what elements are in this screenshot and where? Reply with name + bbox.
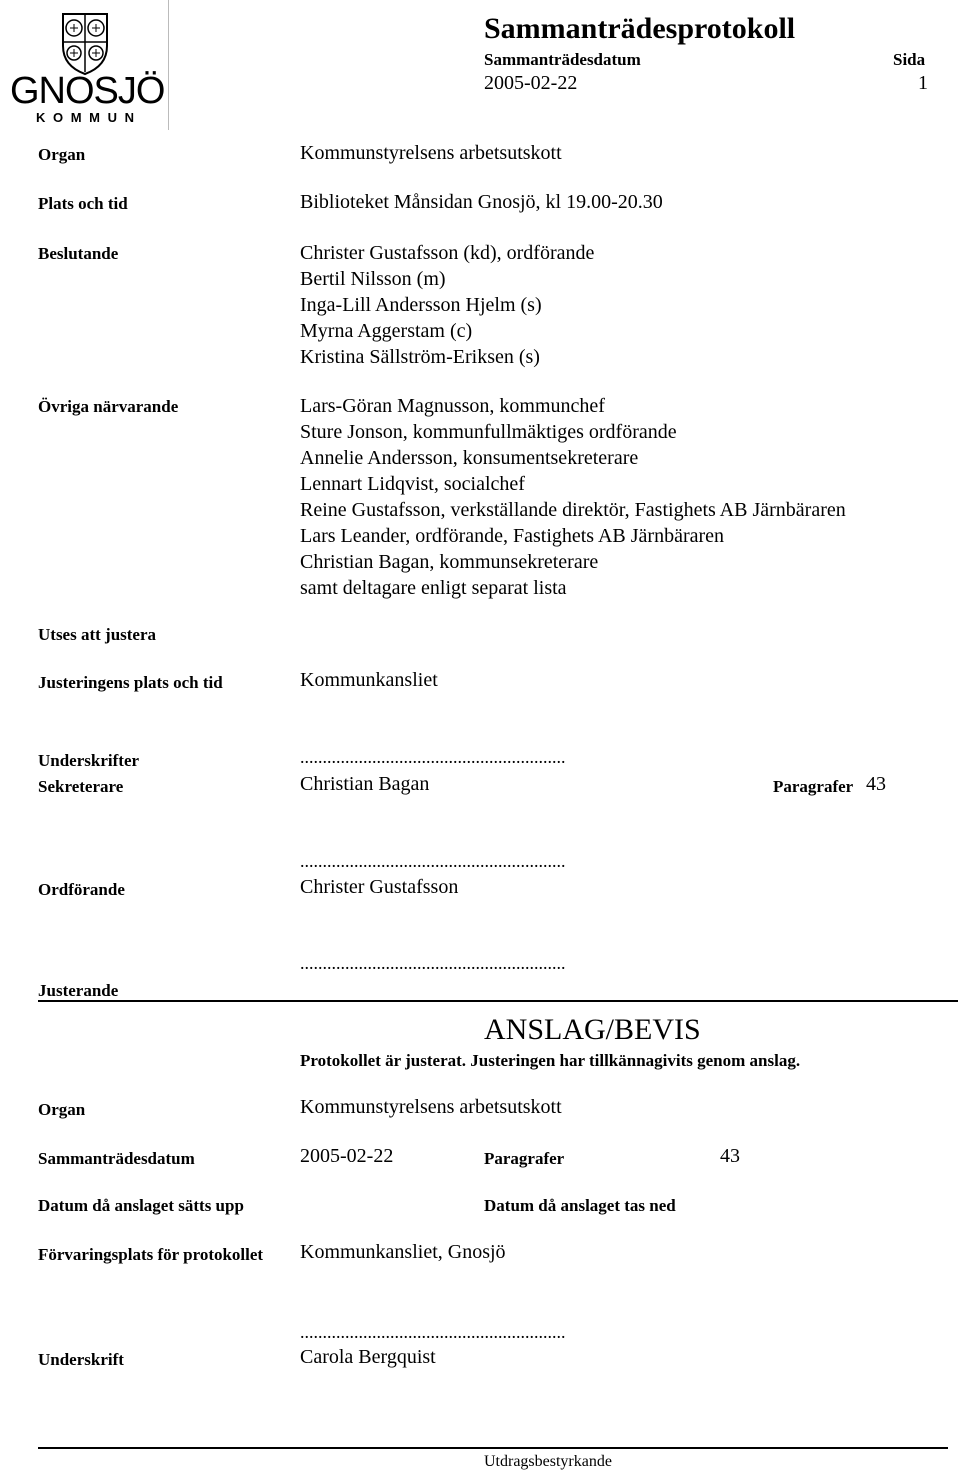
list-item: Lars-Göran Magnusson, kommunchef bbox=[300, 395, 605, 417]
adjuster-signature-label: Justerande bbox=[38, 981, 119, 1000]
list-item: Myrna Aggerstam (c) bbox=[300, 320, 473, 342]
chair-name: Christer Gustafsson bbox=[300, 876, 459, 898]
paragraphs-label: Paragrafer bbox=[773, 777, 854, 796]
footer-divider bbox=[38, 1447, 948, 1449]
list-item: Christian Bagan, kommunsekreterare bbox=[300, 551, 599, 573]
paragraphs-value: 43 bbox=[866, 773, 886, 795]
chair-label: Ordförande bbox=[38, 880, 125, 899]
list-item: samt deltagare enligt separat lista bbox=[300, 577, 567, 599]
posted-date-label: Datum då anslaget sätts upp bbox=[38, 1196, 244, 1215]
organ-label: Organ bbox=[38, 145, 86, 164]
adjust-place-value: Kommunkansliet bbox=[300, 669, 438, 691]
notice-paragraphs-value: 43 bbox=[720, 1145, 740, 1167]
list-item: Annelie Andersson, konsumentsekreterare bbox=[300, 447, 639, 469]
deciding-label: Beslutande bbox=[38, 244, 119, 263]
signature-line: ........................................................... bbox=[300, 851, 566, 871]
secretary-label: Sekreterare bbox=[38, 777, 124, 796]
organ-value: Kommunstyrelsens arbetsutskott bbox=[300, 142, 562, 164]
others-list bbox=[300, 393, 846, 601]
signature-line: ........................................................... bbox=[300, 1322, 566, 1342]
section-divider bbox=[38, 1000, 958, 1002]
notice-signature-label: Underskrift bbox=[38, 1350, 124, 1369]
header-page-value: 1 bbox=[918, 72, 928, 94]
notice-organ-label: Organ bbox=[38, 1100, 86, 1119]
signatures-label: Underskrifter bbox=[38, 751, 140, 770]
list-item: Christer Gustafsson (kd), ordförande bbox=[300, 242, 595, 264]
notice-paragraphs-label: Paragrafer bbox=[484, 1149, 565, 1168]
notice-title: ANSLAG/BEVIS bbox=[484, 1013, 701, 1046]
logo-wordmark: GNOSJÖ bbox=[10, 70, 165, 112]
adjuster-label: Utses att justera bbox=[38, 625, 157, 644]
notice-date-value: 2005-02-22 bbox=[300, 1145, 394, 1167]
logo-subtext: K O M M U N bbox=[36, 110, 136, 125]
list-item: Lars Leander, ordförande, Fastighets AB Järnbäraren bbox=[300, 525, 725, 547]
header-page-label: Sida bbox=[893, 50, 926, 69]
place-label: Plats och tid bbox=[38, 194, 128, 213]
removed-date-label: Datum då anslaget tas ned bbox=[484, 1196, 676, 1215]
storage-value: Kommunkansliet, Gnosjö bbox=[300, 1241, 506, 1263]
list-item: Lennart Lidqvist, socialchef bbox=[300, 473, 525, 495]
others-label: Övriga närvarande bbox=[38, 397, 179, 416]
footer-text: Utdragsbestyrkande bbox=[484, 1453, 612, 1470]
document-title: Sammanträdesprotokoll bbox=[484, 12, 796, 45]
list-item: Kristina Sällström-Eriksen (s) bbox=[300, 346, 540, 368]
list-item: Reine Gustafsson, verkställande direktör, Fastighets AB Järnbäraren bbox=[300, 499, 846, 521]
notice-date-label: Sammanträdesdatum bbox=[38, 1149, 195, 1168]
deciding-list bbox=[300, 240, 594, 370]
secretary-name: Christian Bagan bbox=[300, 773, 430, 795]
list-item: Bertil Nilsson (m) bbox=[300, 268, 446, 290]
storage-label: Förvaringsplats för protokollet bbox=[38, 1245, 264, 1264]
header-date-value: 2005-02-22 bbox=[484, 72, 578, 94]
adjust-place-label: Justeringens plats och tid bbox=[38, 673, 223, 692]
notice-signature-name: Carola Bergquist bbox=[300, 1346, 436, 1368]
signature-line: ........................................................... bbox=[300, 747, 566, 767]
signature-line: ........................................................... bbox=[300, 953, 566, 973]
notice-statement: Protokollet är justerat. Justeringen har tillkännagivits genom anslag. bbox=[300, 1051, 801, 1070]
list-item: Inga-Lill Andersson Hjelm (s) bbox=[300, 294, 542, 316]
list-item: Sture Jonson, kommunfullmäktiges ordförande bbox=[300, 421, 677, 443]
municipality-logo bbox=[6, 6, 166, 130]
place-value: Biblioteket Månsidan Gnosjö, kl 19.00-20.30 bbox=[300, 191, 663, 213]
header-divider bbox=[168, 0, 169, 130]
notice-organ-value: Kommunstyrelsens arbetsutskott bbox=[300, 1096, 562, 1118]
header-date-label: Sammanträdesdatum bbox=[484, 50, 641, 69]
